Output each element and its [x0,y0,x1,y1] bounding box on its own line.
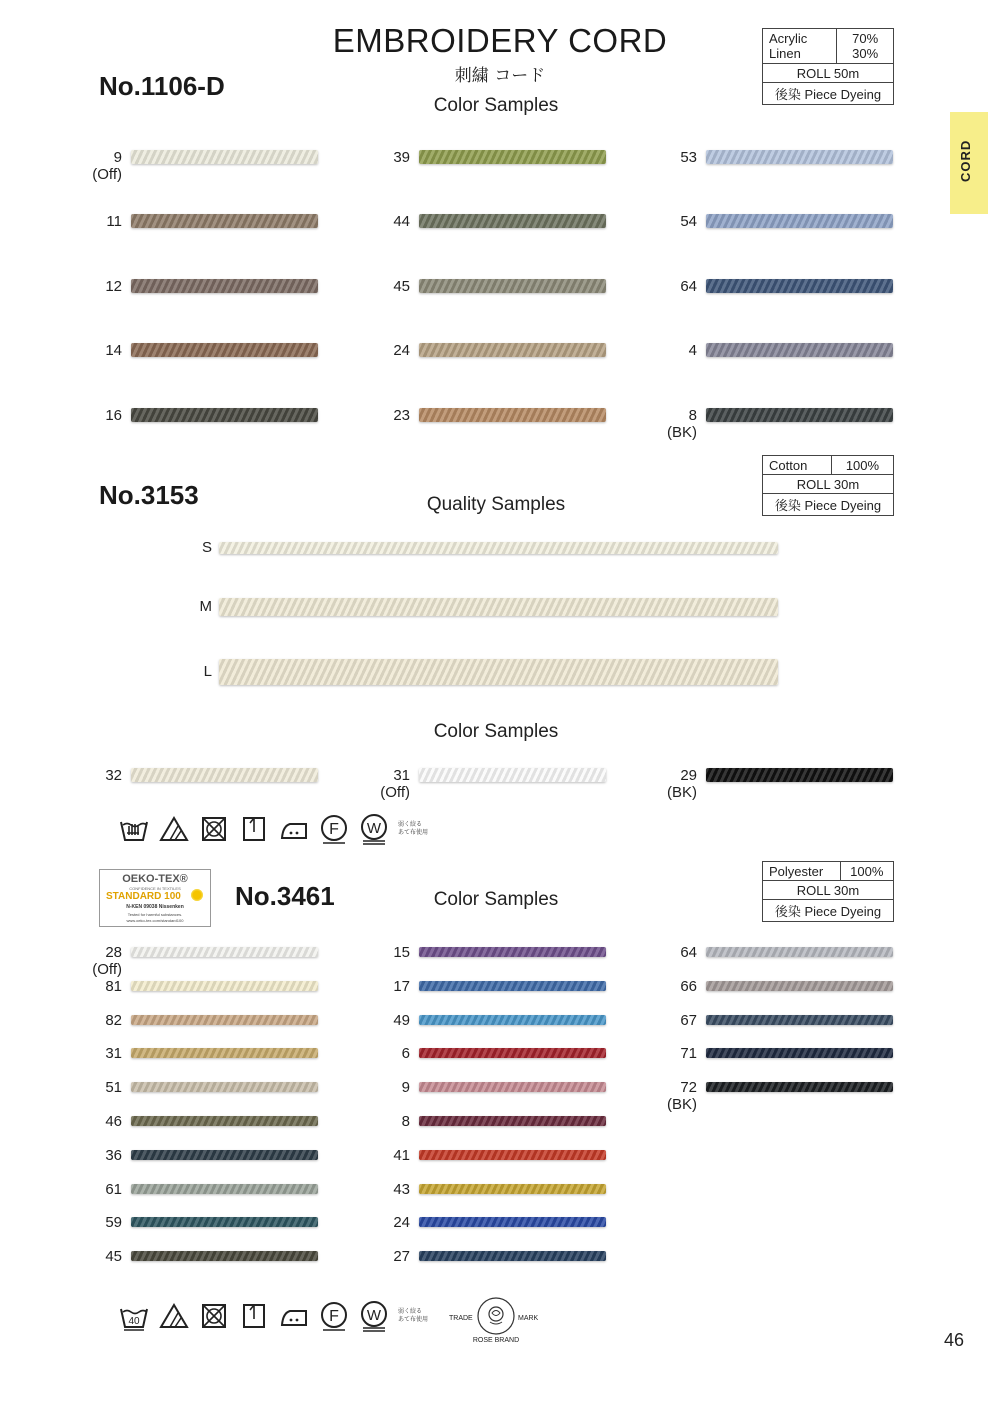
sample-code-label: 82 [105,1012,122,1029]
sample-code-label: 8 (BK) [667,407,697,441]
bleach-triangle-icon [158,1300,190,1332]
quality-cord-swatch [219,542,778,554]
cord-sample-swatch [419,1150,606,1160]
cord-sample-swatch [131,1082,318,1092]
no-tumble-dry-icon [198,1300,230,1332]
sample-code-label: 45 [393,278,410,295]
rose-brand-trademark [448,1296,543,1346]
quality-size-label: L [203,663,212,680]
cord-sample-swatch [706,343,893,357]
wash-40-icon [118,1300,150,1332]
sample-code-label: 8 [401,1113,410,1130]
side-tab-label: CORD [958,139,973,182]
svg-text:W: W [366,820,382,837]
sample-code-label: 59 [105,1214,122,1231]
cord-sample-swatch [131,947,318,957]
spec-fibers: Acrylic Linen [763,29,837,64]
color-samples-heading-2: Color Samples [433,721,559,742]
cord-sample-swatch [131,279,318,293]
sample-code-label: 39 [393,149,410,166]
product-number-1106d: No.1106-D [99,71,225,101]
spec-dyeing: 後染 Piece Dyeing [763,83,894,105]
sample-code-label: 66 [680,978,697,995]
sample-code-label: 14 [105,342,122,359]
sample-code-label: 9 (Off) [92,149,122,183]
line-dry-icon [238,1300,270,1332]
sample-code-label: 24 [393,1214,410,1231]
sample-code-label: 51 [105,1079,122,1096]
cord-sample-swatch [131,1116,318,1126]
cord-sample-swatch [131,150,318,164]
sample-code-label: 43 [393,1181,410,1198]
spec-dyeing: 後染 Piece Dyeing [763,494,894,516]
cord-sample-swatch [706,1048,893,1058]
sample-code-label: 28 (Off) [92,944,122,978]
care-symbols-2 [118,1300,428,1332]
care-note-2: 弱く絞る あて布使用 [398,1308,429,1323]
quality-cord-swatch [219,598,778,616]
cord-sample-swatch [131,981,318,991]
svg-text:TRADE: TRADE [449,1315,473,1322]
hand-wash-icon [118,813,150,845]
svg-text:40: 40 [128,1316,140,1327]
cord-sample-swatch [419,1015,606,1025]
spec-table-1106d [762,28,894,105]
sample-code-label: 32 [105,767,122,784]
dry-clean-f-icon [318,1300,350,1332]
cord-sample-swatch [419,408,606,422]
side-category-tab [950,112,988,214]
spec-percents: 70% 30% [837,29,894,64]
spec-percent: 100% [831,456,893,475]
quality-samples-heading: Quality Samples [426,494,566,515]
cord-sample-swatch [706,981,893,991]
spec-roll: ROLL 50m [763,64,894,83]
sample-code-label: 31 [105,1045,122,1062]
care-note-1: 弱く絞る あて布使用 [398,821,429,836]
cord-sample-swatch [131,1217,318,1227]
spec-table-3461 [762,861,894,922]
cord-sample-swatch [419,947,606,957]
color-samples-heading-3: Color Samples [433,889,559,910]
color-samples-heading-1: Color Samples [433,95,559,116]
sample-code-label: 11 [106,213,122,230]
cord-sample-swatch [131,1048,318,1058]
sample-code-label: 6 [401,1045,410,1062]
dry-clean-f-icon [318,813,350,845]
spec-fiber: Polyester [763,862,841,881]
sample-code-label: 53 [680,149,697,166]
iron-icon [278,813,310,845]
sample-code-label: 29 (BK) [667,767,697,801]
sample-code-label: 64 [680,944,697,961]
svg-text:F: F [329,1308,339,1325]
cord-sample-swatch [131,214,318,228]
cord-sample-swatch [419,150,606,164]
quality-cord-swatch [219,659,778,685]
cord-sample-swatch [131,1251,318,1261]
cord-sample-swatch [419,768,606,782]
sample-code-label: 27 [393,1248,410,1265]
spec-fiber: Cotton [763,456,832,475]
cord-sample-swatch [706,947,893,957]
cord-sample-swatch [419,1251,606,1261]
sample-code-label: 4 [688,342,697,359]
sample-code-label: 31 (Off) [380,767,410,801]
quality-size-label: M [199,598,212,615]
sample-code-label: 81 [105,978,122,995]
sample-code-label: 23 [393,407,410,424]
svg-text:W: W [366,1307,382,1324]
cord-sample-swatch [706,408,893,422]
page-title: EMBROIDERY CORD [332,22,668,59]
cord-sample-swatch [706,279,893,293]
cord-sample-swatch [419,1082,606,1092]
cord-sample-swatch [131,408,318,422]
cord-sample-swatch [131,1184,318,1194]
wet-clean-w-icon [358,1300,390,1332]
cord-sample-swatch [131,343,318,357]
cord-sample-swatch [419,1048,606,1058]
iron-icon [278,1300,310,1332]
cord-sample-swatch [419,1116,606,1126]
sample-code-label: 45 [105,1248,122,1265]
product-number-3461: No.3461 [235,881,335,911]
cord-sample-swatch [706,1082,893,1092]
cord-sample-swatch [419,981,606,991]
sample-code-label: 46 [105,1113,122,1130]
spec-roll: ROLL 30m [763,475,894,494]
sample-code-label: 12 [105,278,122,295]
spec-roll: ROLL 30m [763,881,894,900]
cord-sample-swatch [131,768,318,782]
sample-code-label: 54 [680,213,697,230]
cord-sample-swatch [419,343,606,357]
product-number-3153: No.3153 [99,480,199,510]
spec-percent: 100% [840,862,893,881]
sample-code-label: 41 [393,1147,410,1164]
wet-clean-w-icon [358,813,390,845]
cord-sample-swatch [706,1015,893,1025]
oeko-tex-label: OEKO-TEX® CONFIDENCE IN TEXTILES STANDARD 100 N-KEN 09038 Nissenken Tested for harmful substances. www.oeko-tex.com/standard100 [99,869,211,927]
cord-sample-swatch [131,1015,318,1025]
spec-dyeing: 後染 Piece Dyeing [763,900,894,922]
sample-code-label: 72 (BK) [667,1079,697,1113]
svg-text:MARK: MARK [518,1315,539,1322]
sample-code-label: 61 [105,1181,122,1198]
spec-table-3153 [762,455,894,516]
sample-code-label: 16 [105,407,122,424]
no-tumble-dry-icon [198,813,230,845]
sample-code-label: 64 [680,278,697,295]
cord-sample-swatch [419,1217,606,1227]
sample-code-label: 71 [680,1045,697,1062]
page-number: 46 [944,1330,965,1350]
sample-code-label: 49 [393,1012,410,1029]
cord-sample-swatch [706,150,893,164]
cord-sample-swatch [131,1150,318,1160]
sample-code-label: 24 [393,342,410,359]
sample-code-label: 44 [393,213,410,230]
sample-code-label: 15 [393,944,410,961]
cord-sample-swatch [419,1184,606,1194]
cord-sample-swatch [419,279,606,293]
sample-code-label: 9 [401,1079,410,1096]
cord-sample-swatch [706,214,893,228]
sample-code-label: 36 [105,1147,122,1164]
cord-sample-swatch [419,214,606,228]
sample-code-label: 17 [393,978,410,995]
care-symbols-1 [118,813,428,845]
oeko-sun-icon [190,888,204,902]
cord-sample-swatch [706,768,893,782]
page-subtitle-jp: 刺繍 コード [454,66,546,86]
quality-size-label: S [201,539,212,556]
svg-text:ROSE BRAND: ROSE BRAND [472,1337,520,1344]
line-dry-icon [238,813,270,845]
svg-text:F: F [329,821,339,838]
bleach-triangle-icon [158,813,190,845]
sample-code-label: 67 [680,1012,697,1029]
